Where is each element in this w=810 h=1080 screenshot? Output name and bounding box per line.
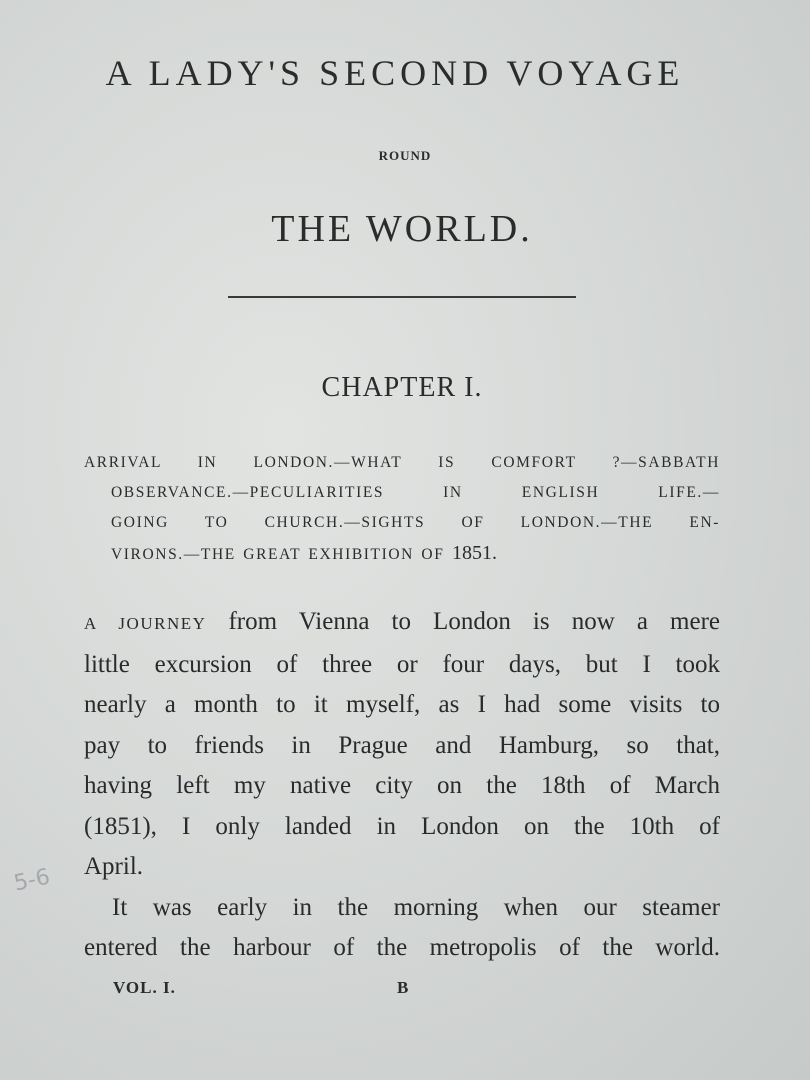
body-text (84, 602, 720, 969)
book-title: A LADY'S SECOND VOYAGE (105, 53, 685, 93)
subtitle-connector: ROUND (378, 148, 432, 163)
synopsis-line: GOING TO CHURCH.—SIGHTS OF LONDON.—THE EN- (111, 514, 720, 531)
book-subtitle: THE WORLD. (271, 208, 533, 250)
title-rule (228, 296, 576, 298)
volume-label: VOL. I. (113, 978, 176, 997)
signature-mark: B (397, 978, 409, 997)
body-line: entered the harbour of the metropolis of the world. (84, 934, 720, 961)
synopsis-line-text: VIRONS.—THE GREAT EXHIBITION OF (111, 546, 445, 563)
synopsis-line (84, 538, 720, 570)
body-line (84, 602, 720, 645)
body-line: April. (84, 853, 144, 880)
chapter-heading: CHAPTER I. (321, 372, 483, 403)
pencil-marginalia: 5-6 (11, 864, 53, 897)
body-line: It was early in the morning when our steamer (112, 893, 720, 921)
body-line: nearly a month to it myself, as I had some visits to (84, 691, 720, 718)
synopsis-year: 1851. (451, 542, 497, 564)
body-line: having left my native city on the 18th of March (84, 772, 720, 799)
opening-smallcaps: A JOURNEY (84, 614, 207, 633)
body-line: (1851), I only landed in London on the 10th of (84, 812, 720, 840)
chapter-synopsis (84, 448, 720, 570)
body-line: little excursion of three or four days, but I took (84, 650, 720, 678)
body-line: pay to friends in Prague and Hamburg, so that, (84, 731, 720, 759)
synopsis-line: ARRIVAL IN LONDON.—WHAT IS COMFORT ?—SABBATH (84, 454, 720, 471)
synopsis-line: OBSERVANCE.—PECULIARITIES IN ENGLISH LIFE.— (111, 484, 720, 501)
opening-line-rest: from Vienna to London is now a mere (206, 608, 720, 635)
